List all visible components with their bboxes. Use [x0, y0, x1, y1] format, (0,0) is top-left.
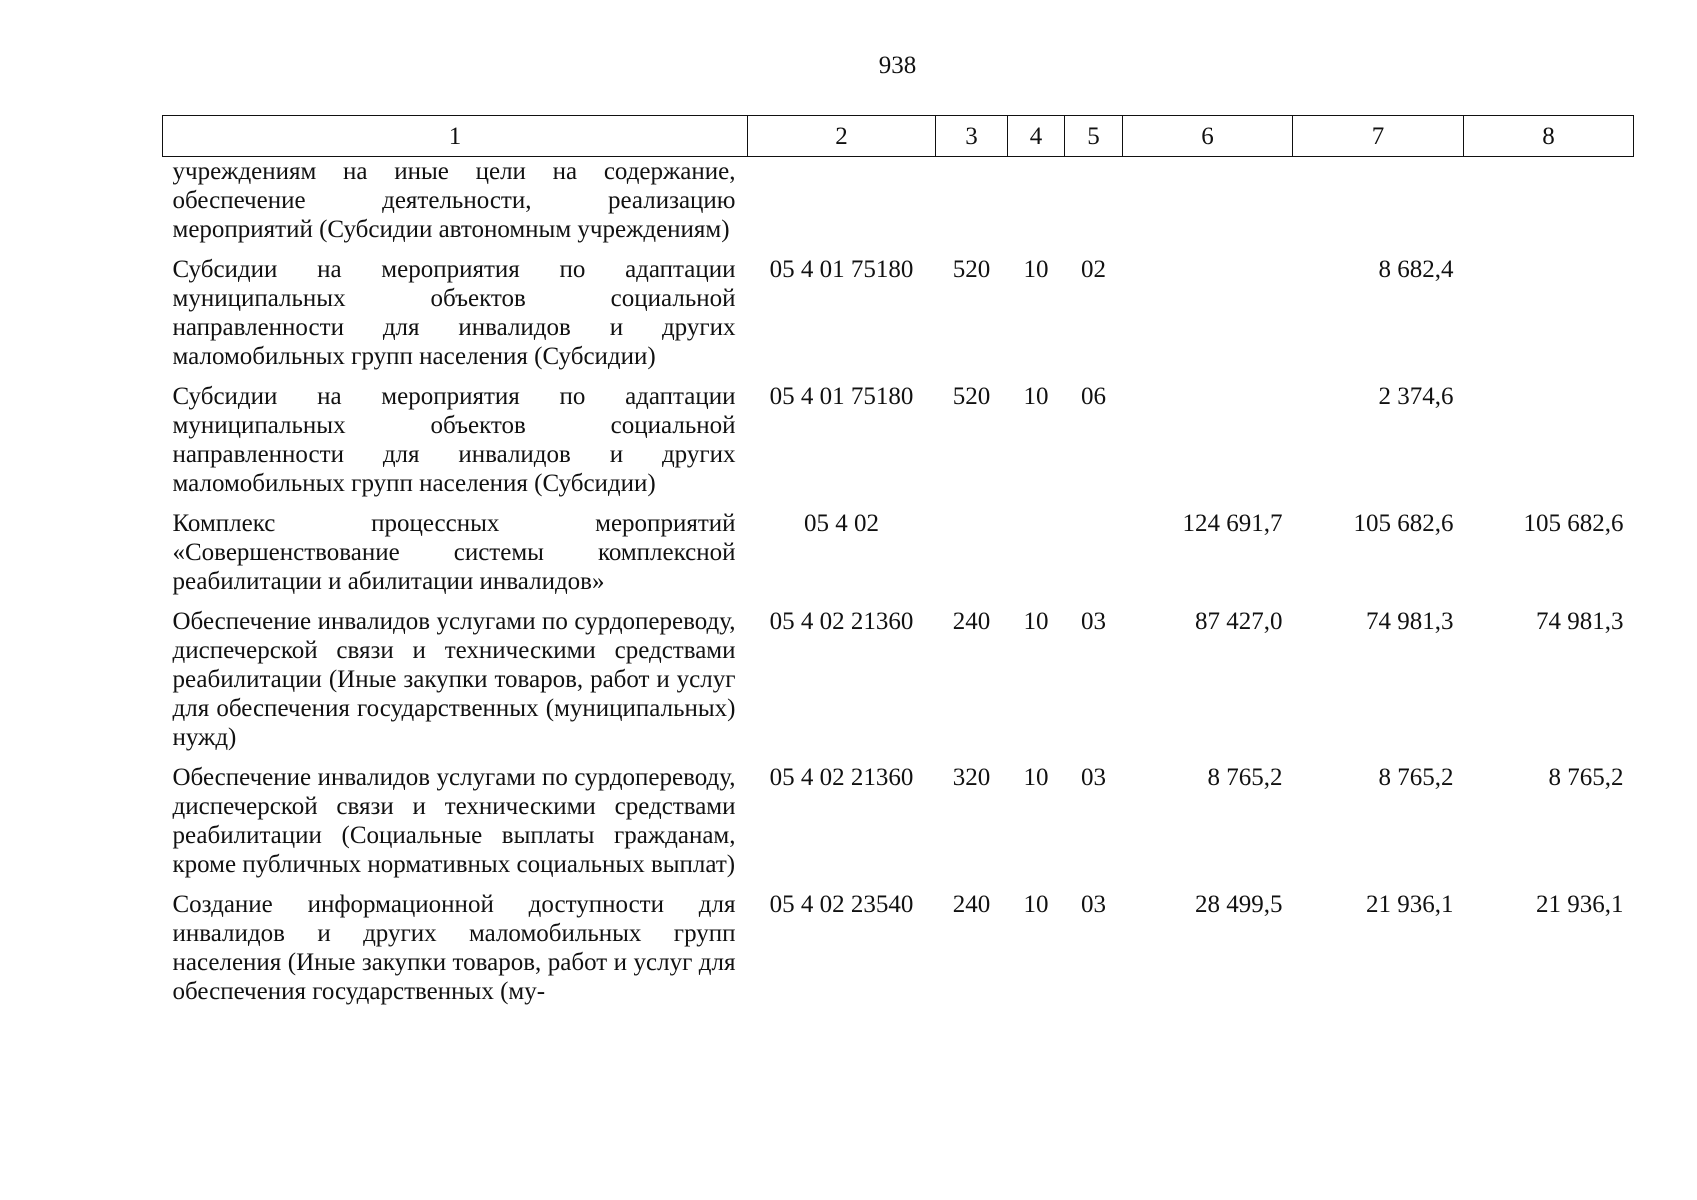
row-col7: 8 765,2 [1378, 764, 1454, 791]
row-col7: 2 374,6 [1378, 383, 1454, 410]
row-col7 [1293, 157, 1464, 256]
row-code [748, 157, 936, 256]
row-code: 05 4 02 21360 [769, 764, 914, 791]
row-col8 [1464, 382, 1634, 509]
row-col8: 8 765,2 [1548, 764, 1624, 791]
row-col7: 21 936,1 [1366, 891, 1454, 918]
row-col5: 03 [1081, 764, 1106, 791]
row-col5 [1065, 509, 1123, 607]
header-cell-7: 7 [1293, 116, 1464, 157]
row-col8 [1464, 157, 1634, 256]
row-col5: 06 [1081, 383, 1106, 410]
header-cell-1: 1 [163, 116, 748, 157]
row-name: Комплекс процессных мероприятий «Совершенствование системы комплексной реабилитации и абилитации инвалидов» [172, 510, 736, 595]
row-col5: 03 [1081, 608, 1106, 635]
table-row [163, 255, 1634, 382]
table-row [163, 382, 1634, 509]
row-col3: 240 [952, 608, 991, 635]
table-row [163, 157, 1634, 256]
row-code: 05 4 01 75180 [769, 383, 914, 410]
row-name: Обеспечение инвалидов услугами по сурдопереводу, диспечерской связи и техническими средствами реабилитации (Иные закупки товаров, работ и услуг для обеспечения государственных (муниципальных) нужд) [172, 608, 736, 751]
row-name: Субсидии на мероприятия по адаптации муниципальных объектов социальной направленности для инвалидов и других маломобильных групп населения (Субсидии) [172, 256, 736, 370]
table-row [163, 509, 1634, 607]
table-row [163, 763, 1634, 890]
header-cell-4: 4 [1008, 116, 1065, 157]
row-col8: 74 981,3 [1536, 608, 1624, 635]
row-col4: 10 [1023, 891, 1049, 918]
row-col3: 320 [952, 764, 991, 791]
row-code: 05 4 01 75180 [769, 256, 914, 283]
row-col5 [1065, 157, 1123, 256]
table-row [163, 890, 1634, 1017]
row-code: 05 4 02 21360 [769, 608, 914, 635]
row-col6: 87 427,0 [1195, 608, 1283, 635]
row-col8: 21 936,1 [1536, 891, 1624, 918]
header-cell-2: 2 [748, 116, 936, 157]
row-col5: 02 [1081, 256, 1106, 283]
table-row [163, 607, 1634, 763]
header-cell-8: 8 [1464, 116, 1634, 157]
row-col8 [1464, 255, 1634, 382]
header-cell-5: 5 [1065, 116, 1123, 157]
row-col3 [936, 157, 1008, 256]
row-col5: 03 [1081, 891, 1106, 918]
row-code: 05 4 02 23540 [769, 891, 914, 918]
row-name: учреждениям на иные цели на содержание, обеспечение деятельности, реализацию мероприятий (Субсидии автономным учреждениям) [172, 158, 736, 243]
row-col7: 8 682,4 [1378, 256, 1454, 283]
row-col3: 520 [952, 256, 991, 283]
row-name: Обеспечение инвалидов услугами по сурдопереводу, диспечерской связи и техническими средствами реабилитации (Социальные выплаты гражданам, кроме публичных нормативных социальных выплат) [172, 764, 736, 878]
row-col3 [936, 509, 1008, 607]
row-col6 [1123, 157, 1293, 256]
header-cell-3: 3 [936, 116, 1008, 157]
row-col8: 105 682,6 [1523, 510, 1624, 537]
row-col4 [1008, 509, 1065, 607]
row-col6 [1123, 382, 1293, 509]
header-row [163, 116, 1634, 157]
row-col4: 10 [1023, 608, 1049, 635]
row-col4: 10 [1023, 764, 1049, 791]
row-col4: 10 [1023, 256, 1049, 283]
row-col4: 10 [1023, 383, 1049, 410]
row-col6: 124 691,7 [1182, 510, 1283, 537]
row-col6: 8 765,2 [1207, 764, 1283, 791]
row-name: Субсидии на мероприятия по адаптации муниципальных объектов социальной направленности для инвалидов и других маломобильных групп населения (Субсидии) [172, 383, 736, 497]
header-cell-6: 6 [1123, 116, 1293, 157]
row-code: 05 4 02 [804, 510, 879, 537]
page-number: 938 [878, 52, 917, 79]
row-col3: 520 [952, 383, 991, 410]
row-col7: 74 981,3 [1366, 608, 1454, 635]
row-col6 [1123, 255, 1293, 382]
row-col4 [1008, 157, 1065, 256]
row-col6: 28 499,5 [1195, 891, 1283, 918]
row-col3: 240 [952, 891, 991, 918]
row-name: Создание информационной доступности для инвалидов и других маломобильных групп населения (Иные закупки товаров, работ и услуг для обеспечения государственных (му- [172, 891, 736, 1005]
budget-table [162, 115, 1634, 1017]
row-col7: 105 682,6 [1353, 510, 1454, 537]
